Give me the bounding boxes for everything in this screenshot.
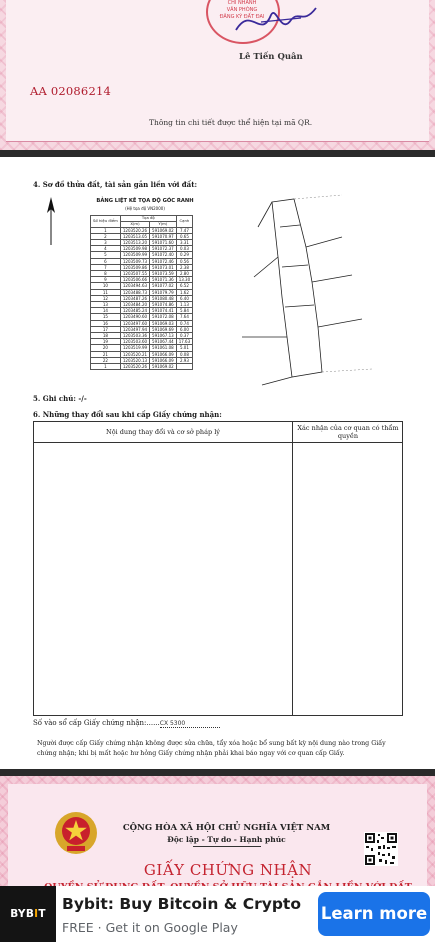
logo-text-end: T [38, 908, 46, 920]
y-coordinate-cell: 591070.97 [150, 233, 177, 239]
seal-line: CHI NHÁNH [227, 0, 257, 6]
authority-confirmation-header: Xác nhận của cơ quan có thẩm quyền [297, 424, 399, 440]
edge-length-cell: 2.38 [176, 264, 192, 270]
y-coordinate-cell: 591073.59 [150, 271, 177, 277]
x-coordinate-cell: 1203507.55 [120, 271, 149, 277]
certificate-cover [0, 776, 435, 886]
edge-length-cell: 13.30 [176, 277, 192, 283]
header-y: Y(m) [150, 221, 177, 227]
header-coords: Tọa độ [120, 216, 176, 222]
x-coordinate-cell: 1203509.99 [120, 252, 149, 258]
section-6-title: 6. Những thay đổi sau khi cấp Giấy chứng nhận: [33, 410, 222, 419]
edge-length-cell: 1.13 [176, 302, 192, 308]
point-id-cell: 1 [91, 227, 121, 233]
y-coordinate-cell: 591072.37 [150, 246, 177, 252]
table-row [91, 364, 193, 370]
point-id-cell: 19 [91, 339, 121, 345]
land-plot-diagram [232, 187, 407, 387]
motto-underline [193, 846, 261, 847]
y-coordinate-cell: 591069.02 [150, 364, 177, 370]
coordinate-table-body [91, 227, 193, 370]
header-divider [34, 442, 402, 443]
point-id-cell: 4 [91, 246, 121, 252]
x-coordinate-cell: 1203506.66 [120, 277, 149, 283]
point-id-cell: 17 [91, 326, 121, 332]
seal-line: VĂN PHÒNG [226, 7, 258, 13]
y-coordinate-cell: 591069.69 [150, 326, 177, 332]
national-emblem-icon [53, 810, 99, 856]
certificate-page-map [0, 157, 435, 769]
column-divider [292, 422, 293, 715]
qr-note: Thông tin chi tiết được thể hiện tại mã QR. [149, 118, 313, 127]
x-coordinate-cell: 1203520.26 [120, 364, 149, 370]
seal-line: ĐĂNG KÝ ĐẤT ĐAI [219, 14, 265, 20]
header-point: Số hiệu điểm [91, 216, 121, 228]
y-coordinate-cell: 591071.60 [150, 240, 177, 246]
point-id-cell: 10 [91, 283, 121, 289]
point-id-cell: 16 [91, 320, 121, 326]
edge-length-cell: 2.93 [176, 357, 192, 363]
ad-subtitle: FREE · Get it on Google Play [62, 920, 238, 935]
x-coordinate-cell: 1203490.60 [120, 314, 149, 320]
point-id-cell: 8 [91, 271, 121, 277]
point-id-cell: 21 [91, 351, 121, 357]
edge-length-cell: 3.31 [176, 240, 192, 246]
x-coordinate-cell: 1203494.63 [120, 283, 149, 289]
y-coordinate-cell: 591074.86 [150, 302, 177, 308]
point-id-cell: 12 [91, 295, 121, 301]
coordinate-table-title: BẢNG LIỆT KÊ TỌA ĐỘ GÓC RANH [96, 198, 194, 204]
header-edge: Cạnh [176, 216, 192, 228]
x-coordinate-cell: 1203520.13 [120, 357, 149, 363]
logo-text-accent: I [34, 908, 39, 920]
x-coordinate-cell: 1203497.94 [120, 326, 149, 332]
note-section-title: 5. Ghi chú: -/- [33, 394, 87, 403]
certificate-page-top-inner [6, 0, 429, 142]
point-id-cell: 2 [91, 233, 121, 239]
north-arrow-icon [45, 197, 57, 245]
nation-name: CỘNG HÒA XÃ HỘI CHỦ NGHĨA VIỆT NAM [122, 823, 331, 833]
y-coordinate-cell: 591080.48 [150, 295, 177, 301]
y-coordinate-cell: 591067.44 [150, 339, 177, 345]
point-id-cell: 9 [91, 277, 121, 283]
point-id-cell: 6 [91, 258, 121, 264]
edge-length-cell: 6.52 [176, 283, 192, 289]
x-coordinate-cell: 1203503.60 [120, 339, 149, 345]
x-coordinate-cell: 1203509.86 [120, 264, 149, 270]
point-id-cell: 7 [91, 264, 121, 270]
edge-length-cell: 0.29 [176, 252, 192, 258]
coordinate-table-subtitle: (Hệ tọa độ VN2000) [125, 206, 165, 211]
registry-label: Số vào sổ cấp Giấy chứng nhận:...... [33, 719, 160, 727]
edge-length-cell: 0.37 [176, 333, 192, 339]
y-coordinate-cell: 591073.01 [150, 264, 177, 270]
edge-length-cell: 6.00 [176, 326, 192, 332]
certificate-cover-inner [8, 784, 427, 886]
edge-length-cell: 0.08 [176, 351, 192, 357]
x-coordinate-cell: 1203487.26 [120, 295, 149, 301]
learn-more-button[interactable]: Learn more [318, 892, 430, 936]
point-id-cell: 13 [91, 302, 121, 308]
certificate-title: GIẤY CHỨNG NHẬN [143, 861, 313, 879]
edge-length-cell: 0.56 [176, 258, 192, 264]
x-coordinate-cell: 1203488.73 [120, 289, 149, 295]
bybit-logo-icon[interactable] [0, 886, 56, 942]
warning-text: Người được cấp Giấy chứng nhận không được sửa chữa, tẩy xóa hoặc bổ sung bất kỳ nội dung nào trong Giấy chứng nhận; khi bị mất hoặc hư hỏng Giấy chứng nhận phải khai báo ngay với cơ quan cấp Giấy. [37, 740, 386, 757]
y-coordinate-cell: 591067.13 [150, 333, 177, 339]
edge-length-cell: 1.62 [176, 289, 192, 295]
y-coordinate-cell: 591071.36 [150, 277, 177, 283]
y-coordinate-cell: 591072.46 [150, 258, 177, 264]
point-id-cell: 20 [91, 345, 121, 351]
point-id-cell: 22 [91, 357, 121, 363]
ad-banner[interactable] [0, 886, 435, 942]
y-coordinate-cell: 591072.08 [150, 314, 177, 320]
changes-content-header: Nội dung thay đổi và cơ sở pháp lý [106, 428, 220, 436]
x-coordinate-cell: 1203485.24 [120, 308, 149, 314]
signature-icon [231, 0, 321, 45]
registry-line [33, 719, 220, 728]
edge-length-cell: 0.03 [176, 246, 192, 252]
section-4-title: 4. Sơ đồ thửa đất, tài sản gắn liền với đất: [33, 180, 198, 189]
changes-table [33, 421, 403, 716]
registry-value: CX 5300 [160, 720, 220, 728]
x-coordinate-cell: 1203513.20 [120, 240, 149, 246]
x-coordinate-cell: 1203513.05 [120, 233, 149, 239]
y-coordinate-cell: 591066.09 [150, 351, 177, 357]
signer-name: Lê Tiến Quân [239, 52, 303, 62]
point-id-cell: 15 [91, 314, 121, 320]
x-coordinate-cell: 1203509.73 [120, 258, 149, 264]
x-coordinate-cell: 1203520.26 [120, 227, 149, 233]
point-id-cell: 18 [91, 333, 121, 339]
y-coordinate-cell: 591072.40 [150, 252, 177, 258]
point-id-cell: 3 [91, 240, 121, 246]
edge-length-cell: 17.63 [176, 339, 192, 345]
edge-length-cell [176, 364, 192, 370]
y-coordinate-cell: 591069.03 [150, 320, 177, 326]
edge-length-cell: 7.64 [176, 314, 192, 320]
y-coordinate-cell: 591066.09 [150, 357, 177, 363]
edge-length-cell: 7.47 [176, 227, 192, 233]
serial-number: AA 02086214 [30, 84, 111, 98]
edge-length-cell: 0.74 [176, 320, 192, 326]
coordinate-table [90, 215, 193, 370]
point-id-cell: 11 [91, 289, 121, 295]
y-coordinate-cell: 591061.08 [150, 345, 177, 351]
x-coordinate-cell: 1203509.98 [120, 246, 149, 252]
y-coordinate-cell: 591074.41 [150, 308, 177, 314]
y-coordinate-cell: 591079.79 [150, 289, 177, 295]
point-id-cell: 1 [91, 364, 121, 370]
x-coordinate-cell: 1203497.60 [120, 320, 149, 326]
x-coordinate-cell: 1203503.36 [120, 333, 149, 339]
edge-length-cell: 5.84 [176, 308, 192, 314]
header-x: X(m) [120, 221, 149, 227]
edge-length-cell: 0.65 [176, 233, 192, 239]
point-id-cell: 5 [91, 252, 121, 258]
x-coordinate-cell: 1203484.20 [120, 302, 149, 308]
x-coordinate-cell: 1203519.99 [120, 345, 149, 351]
y-coordinate-cell: 591069.02 [150, 227, 177, 233]
edge-length-cell: 6.40 [176, 295, 192, 301]
y-coordinate-cell: 591077.02 [150, 283, 177, 289]
certificate-page-top [0, 0, 435, 150]
edge-length-cell: 2.80 [176, 271, 192, 277]
edge-length-cell: 5.01 [176, 345, 192, 351]
point-id-cell: 14 [91, 308, 121, 314]
logo-text: BYB [10, 908, 35, 920]
x-coordinate-cell: 1203520.21 [120, 351, 149, 357]
ad-title[interactable]: Bybit: Buy Bitcoin & Crypto [62, 895, 301, 913]
national-motto: Độc lập - Tự do - Hạnh phúc [167, 835, 286, 844]
